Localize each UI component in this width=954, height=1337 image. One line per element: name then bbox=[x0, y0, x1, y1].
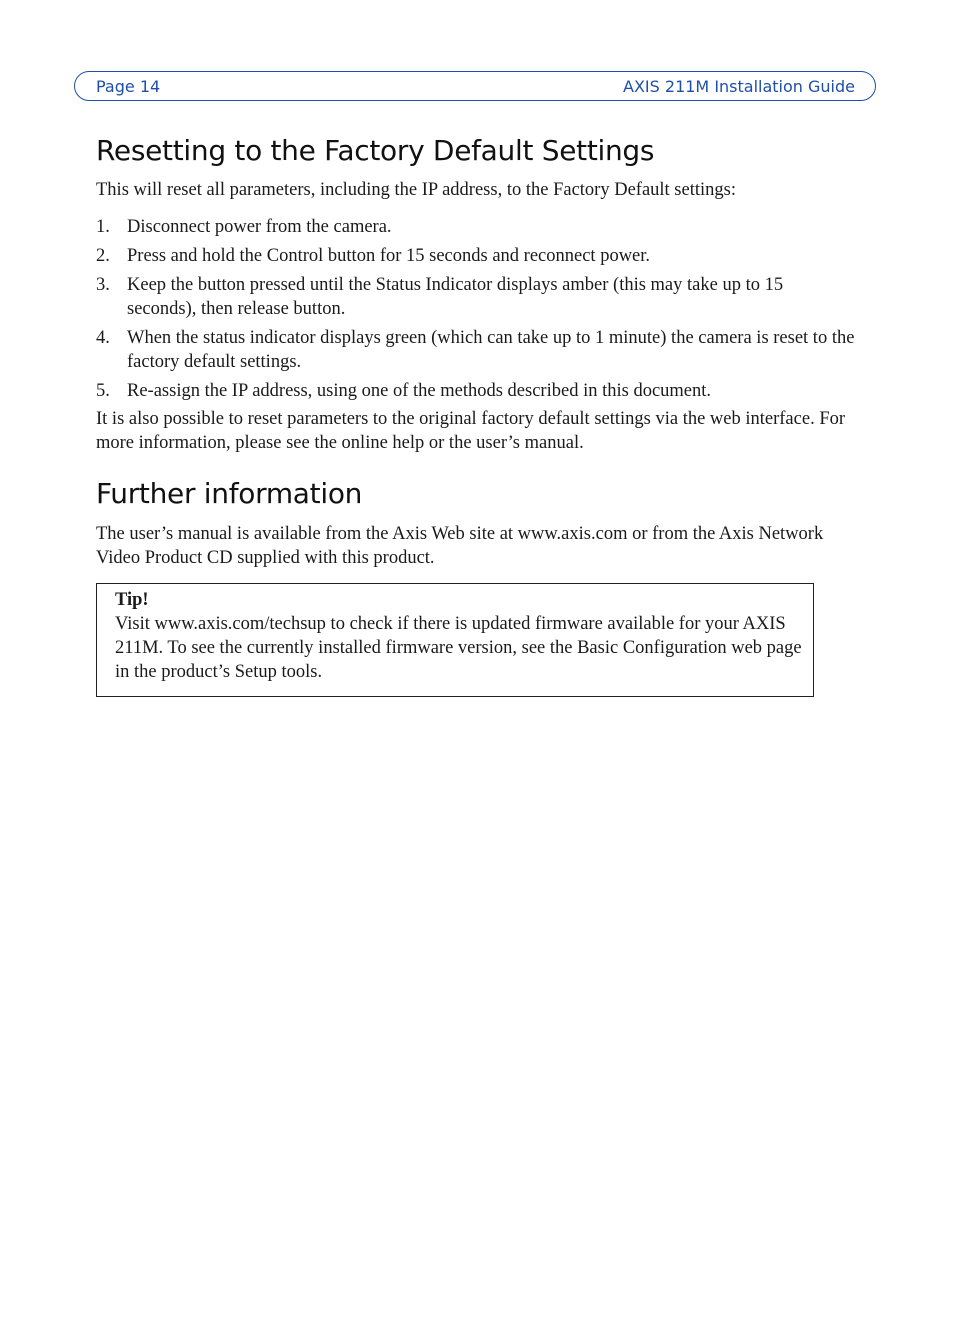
list-item bbox=[96, 326, 856, 374]
guide-title: AXIS 211M Installation Guide bbox=[623, 77, 855, 96]
reset-intro: This will reset all parameters, including the IP address, to the Factory Default settings: bbox=[96, 180, 736, 200]
step-number: 5. bbox=[96, 381, 110, 401]
step-number: 4. bbox=[96, 328, 110, 348]
tip-text: Visit www.axis.com/techsup to check if there is updated firmware available for your AXIS 211M. To see the currently installed firmware version, see the Basic Configuration web page in the product’s Setup tools. bbox=[115, 614, 802, 682]
page-content bbox=[96, 134, 856, 570]
list-item bbox=[96, 379, 856, 403]
step-number: 1. bbox=[96, 217, 110, 237]
tip-label: Tip! bbox=[115, 590, 149, 610]
step-text: Press and hold the Control button for 15 seconds and reconnect power. bbox=[127, 246, 651, 266]
page-number: Page 14 bbox=[96, 77, 161, 96]
section-heading-reset: Resetting to the Factory Default Settings bbox=[96, 134, 655, 167]
list-item bbox=[96, 244, 856, 268]
list-item bbox=[96, 215, 856, 239]
step-text: Keep the button pressed until the Status Indicator displays amber (this may take up to 15 seconds), then release button. bbox=[127, 275, 784, 319]
step-number: 2. bbox=[96, 246, 110, 266]
reset-outro: It is also possible to reset parameters to the original factory default settings via the web interface. For more information, please see the online help or the user’s manual. bbox=[96, 409, 846, 453]
list-item bbox=[96, 273, 856, 321]
step-number: 3. bbox=[96, 275, 110, 295]
section-heading-further-info: Further information bbox=[96, 477, 363, 510]
step-text: Re-assign the IP address, using one of the methods described in this document. bbox=[127, 381, 712, 401]
tip-box bbox=[96, 583, 814, 697]
reset-steps-list bbox=[96, 215, 856, 403]
step-text: When the status indicator displays green (which can take up to 1 minute) the camera is reset to the factory default settings. bbox=[127, 328, 855, 372]
page-header bbox=[74, 71, 876, 101]
step-text: Disconnect power from the camera. bbox=[127, 217, 392, 237]
further-info-body: The user’s manual is available from the Axis Web site at www.axis.com or from the Axis Network Video Product CD supplied with this product. bbox=[96, 524, 824, 568]
